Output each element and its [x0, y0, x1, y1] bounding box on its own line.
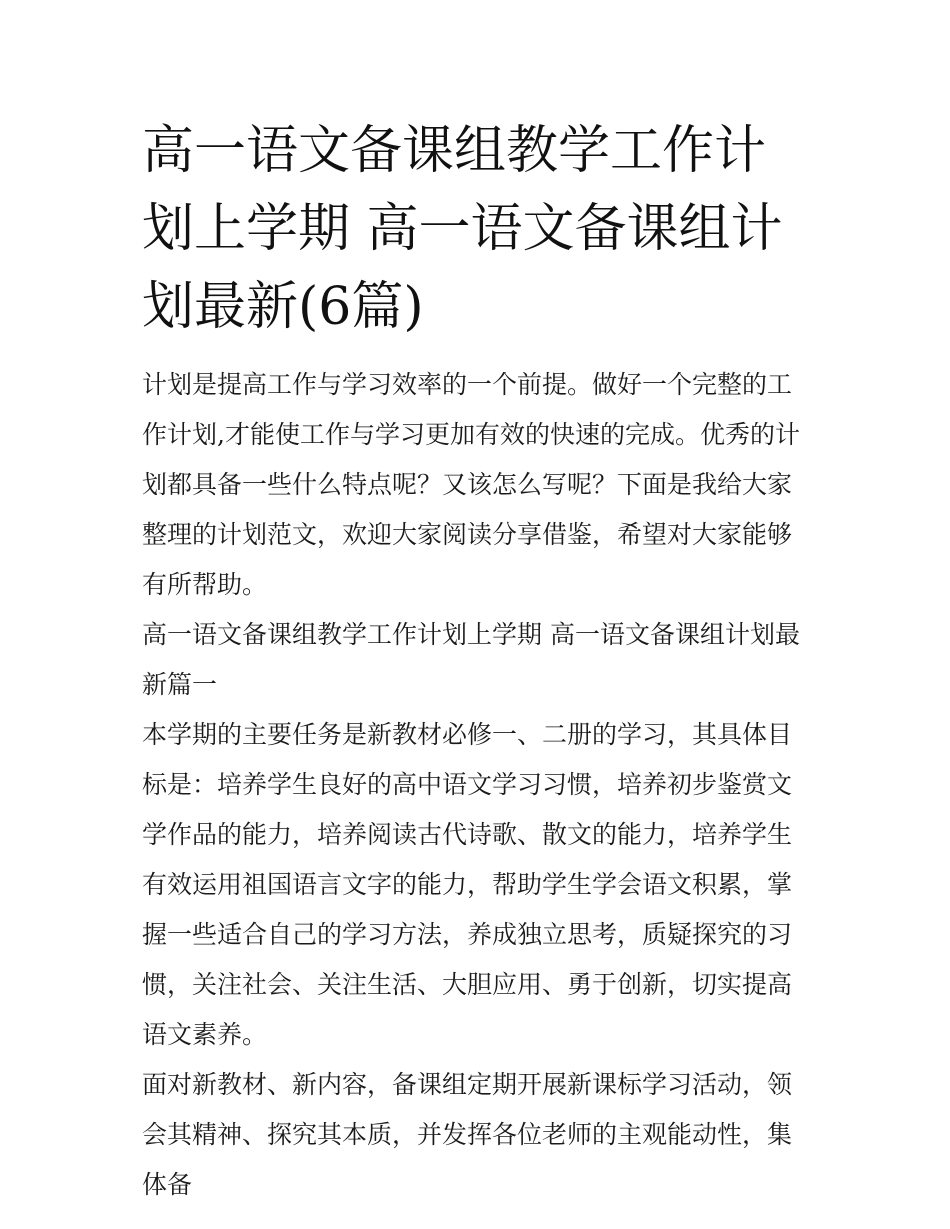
body-paragraph-1: 本学期的主要任务是新教材必修一、二册的学习，其具体目标是：培养学生良好的高中语文学习习惯，培养初步鉴赏文学作品的能力，培养阅读古代诗歌、散文的能力，培养学生有效运用祖国语言文字的能力，帮助学生学会语文积累，掌握一些适合自己的学习方法，养成独立思考，质疑探究的习惯，关注社会、关注生活、大胆应用、勇于创新，切实提高语文素养。 — [142, 720, 793, 1049]
body-paragraph-2: 面对新教材、新内容，备课组定期开展新课标学习活动，领会其精神、探究其本质，并发挥各位老师的主观能动性，集体备 — [142, 1070, 793, 1199]
document-title: 高一语文备课组教学工作计划上学期 高一语文备课组计划最新(6篇) — [142, 121, 783, 337]
intro-paragraph: 计划是提高工作与学习效率的一个前提。做好一个完整的工作计划,才能使工作与学习更加有效的快速的完成。优秀的计划都具备一些什么特点呢？又该怎么写呢？下面是我给大家整理的计划范文，欢迎大家阅读分享借鉴，希望对大家能够有所帮助。 — [142, 370, 800, 599]
document-content — [142, 112, 814, 1210]
section-heading: 高一语文备课组教学工作计划上学期 高一语文备课组计划最新篇一 — [142, 620, 800, 699]
